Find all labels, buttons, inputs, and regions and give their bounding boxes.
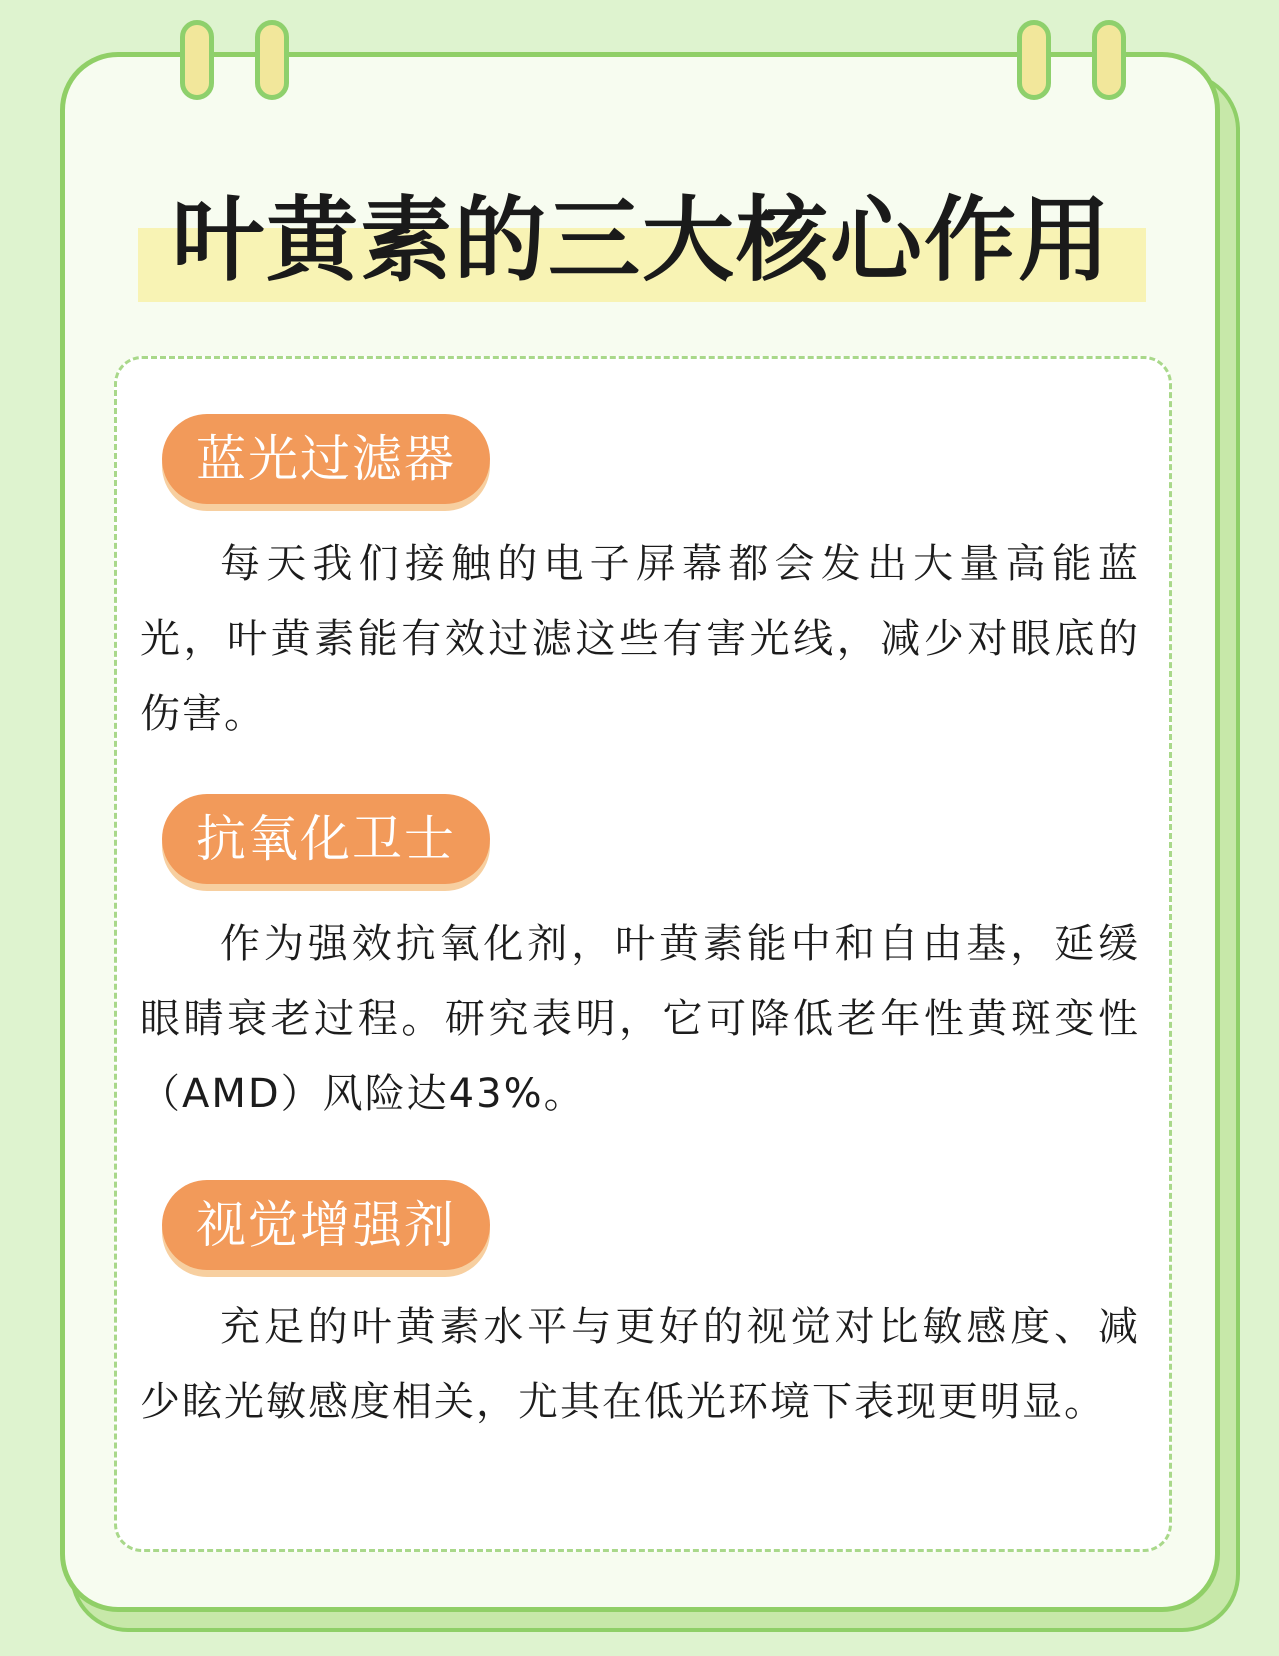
section-heading-blue-light-filter: 蓝光过滤器 <box>162 414 490 504</box>
section-text-vision-enhancer: 充足的叶黄素水平与更好的视觉对比敏感度、减少眩光敏感度相关，尤其在低光环境下表现更明显。 <box>140 1304 1140 1425</box>
section-heading-antioxidant: 抗氧化卫士 <box>162 794 490 884</box>
binder-ring-4 <box>1092 20 1126 112</box>
section-text-blue-light-filter: 每天我们接触的电子屏幕都会发出大量高能蓝光，叶黄素能有效过滤这些有害光线，减少对眼底的伤害。 <box>140 541 1140 737</box>
binder-ring-3 <box>1017 20 1051 112</box>
section-heading-vision-enhancer: 视觉增强剂 <box>162 1180 490 1270</box>
binder-ring-1 <box>180 20 214 112</box>
section-text-antioxidant: 作为强效抗氧化剂，叶黄素能中和自由基，延缓眼睛衰老过程。研究表明，它可降低老年性黄斑变性（AMD）风险达43%。 <box>140 921 1140 1117</box>
page-title: 叶黄素的三大核心作用 <box>171 187 1112 294</box>
binder-ring-2 <box>255 20 289 112</box>
